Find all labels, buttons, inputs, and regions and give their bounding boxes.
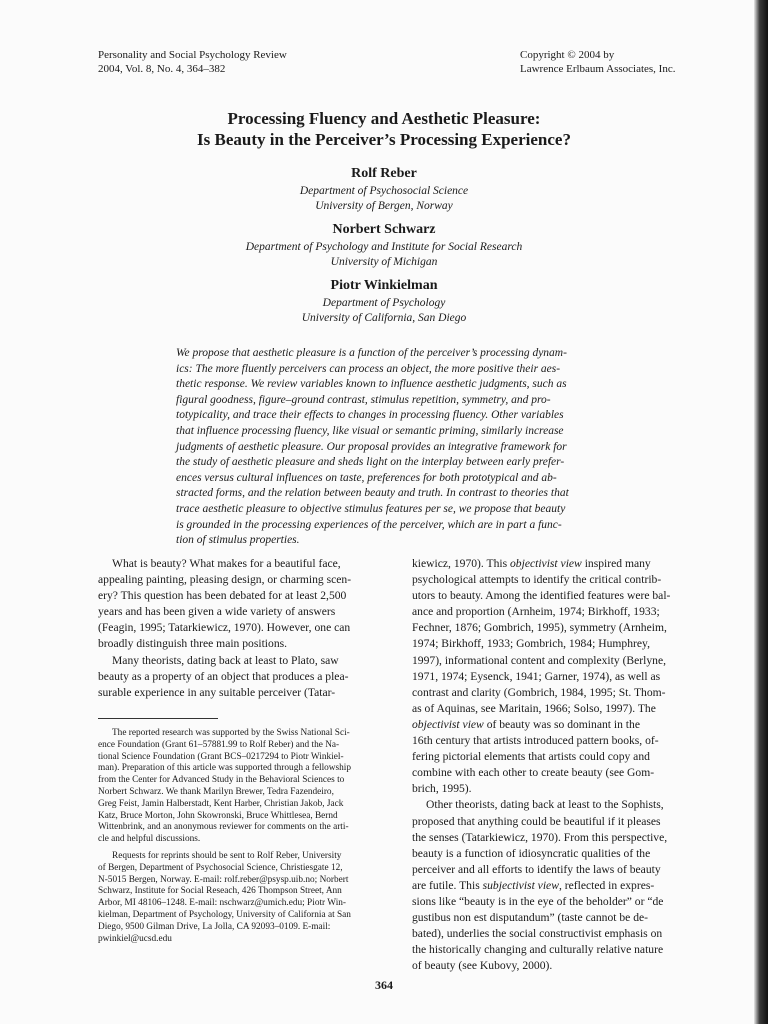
footnote-line: Wittenbrink, and an anonymous reviewer for comments on the arti-	[98, 822, 349, 833]
body-line: proposed that anything could be beautiful if it pleases	[412, 814, 661, 828]
abstract-line: trace aesthetic pleasure to objective stimulus features per se, we propose that beauty	[176, 502, 566, 515]
body-line: the senses (Tatarkiewicz, 1970). From this perspective,	[412, 830, 668, 844]
author-name: Rolf Reber	[351, 166, 417, 181]
footnote-line: man). Preparation of this article was supported through a fellowship	[98, 763, 352, 774]
body-line: Fechner, 1876; Gombrich, 1995), symmetry (Arnheim,	[412, 621, 667, 635]
body-line: Many theorists, dating back at least to Plato, saw	[112, 653, 339, 667]
author-institution: University of Michigan	[330, 256, 438, 268]
publisher-line: Lawrence Erlbaum Associates, Inc.	[520, 63, 676, 75]
footnote-line: Greg Feist, Jamin Halberstadt, Kent Harber, Christian Jakob, Jack	[98, 798, 344, 809]
abstract-line: stracted forms, and the relation between beauty and truth. In contrast to theories that	[176, 487, 569, 500]
footnote-line: Katz, Bruce Morton, John Skowronski, Bruce Whittlesea, Bernd	[98, 810, 338, 821]
footnote-line: from the Center for Advanced Study in the Behavioral Sciences to	[98, 775, 345, 786]
abstract-line: thetic response. We review variables known to influence aesthetic judgments, such as	[176, 378, 567, 391]
body-line: 1997), informational content and complexity (Berlyne,	[412, 653, 667, 667]
footnote-line: pwinkiel@ucsd.edu	[98, 933, 172, 944]
body-line: contrast and clarity (Gombrich, 1984, 1995; St. Thom-	[412, 685, 666, 699]
author-institution: University of California, San Diego	[301, 312, 467, 324]
journal-volume: 2004, Vol. 8, No. 4, 364–382	[98, 63, 226, 75]
footnote-reprints	[98, 851, 390, 945]
author-name: Piotr Winkielman	[330, 278, 438, 293]
body-line: 1974; Birkhoff, 1933; Gombrich, 1984; Humphrey,	[412, 637, 650, 651]
body-line: appealing painting, pleasing design, or charming scen-	[98, 573, 352, 587]
body-line: as of Aquinas, see Maritain, 1966; Solso, 1997). The	[412, 701, 656, 715]
body-line: of beauty (see Kubovy, 2000).	[412, 959, 553, 973]
body-line: objectivist view of beauty was so dominant in the	[412, 717, 640, 731]
body-line: utors to beauty. Among the identified features were bal-	[412, 589, 671, 603]
title-line-2: Is Beauty in the Perceiver’s Processing Experience?	[197, 130, 571, 149]
body-line: combine with each other to create beauty (see Gom-	[412, 766, 655, 780]
author-affiliation: Department of Psychosocial Science	[299, 185, 469, 197]
abstract-line: the study of aesthetic pleasure and sheds light on the interplay between early prefer-	[176, 456, 565, 469]
footnote-funding	[98, 728, 390, 846]
author-institution: University of Bergen, Norway	[315, 200, 453, 212]
body-line: ance and proportion (Arnheim, 1974; Birkhoff, 1933;	[412, 605, 660, 619]
footnote-line: Arbor, MI 48106–1248. E-mail: nschwarz@umich.edu; Piotr Win-	[98, 898, 347, 909]
body-line: gustibus non est disputandum” (taste cannot be de-	[412, 911, 649, 925]
abstract-line: is grounded in the processing experiences of the perceiver, which are in part a func-	[176, 518, 562, 531]
footnote-line: cle and helpful discussions.	[98, 834, 201, 845]
footnote-line: Diego, 9500 Gilman Drive, La Jolla, CA 92093–0109. E-mail:	[98, 921, 331, 932]
abstract-line: judgments of aesthetic pleasure. Our proposal provides an integrative framework for	[176, 440, 567, 453]
page-edge-shadow	[754, 0, 768, 1024]
copyright-line: Copyright © 2004 by	[520, 49, 615, 61]
body-line: 16th century that artists introduced pattern books, of-	[412, 734, 659, 748]
body-line: psychological attempts to identify the critical contrib-	[412, 573, 662, 587]
abstract-line: ences versus cultural influences on taste, preferences for both prototypical and ab-	[176, 471, 557, 484]
copyright-notice	[520, 48, 675, 76]
journal-name: Personality and Social Psychology Review	[98, 49, 287, 61]
abstract-line: ics: The more fluently perceivers can process an object, the more positive their aes-	[176, 362, 561, 375]
footnote-line: tional Science Foundation (Grant BCS–0217294 to Piotr Winkiel-	[98, 751, 344, 762]
body-line: Other theorists, dating back at least to the Sophists,	[426, 798, 664, 812]
footnote-line: The reported research was supported by the Swiss National Sci-	[112, 728, 350, 738]
body-line: years and has been given a wide variety of answers	[98, 605, 336, 619]
abstract-line: We propose that aesthetic pleasure is a function of the perceiver’s processing dynam-	[176, 347, 567, 359]
abstract-line: tion of stimulus properties.	[176, 534, 300, 547]
body-line: 1971, 1974; Eysenck, 1941; Garner, 1974), as well as	[412, 669, 661, 683]
footnote-line: Norbert Schwarz. We thank Marilyn Brewer, Tedra Fazendeiro,	[98, 786, 334, 797]
footnote-line: ence Foundation (Grant 61–57881.99 to Rolf Reber) and the Na-	[98, 739, 340, 750]
body-line: bated), underlies the social constructivist emphasis on	[412, 927, 663, 941]
footnote-line: Requests for reprints should be sent to Rolf Reber, University	[112, 851, 342, 861]
footnote-rule	[98, 718, 218, 719]
body-line: What is beauty? What makes for a beautiful face,	[112, 557, 341, 570]
body-line: brich, 1995).	[412, 782, 472, 796]
title-line-1: Processing Fluency and Aesthetic Pleasure:	[227, 109, 541, 128]
body-column-left	[98, 556, 390, 701]
journal-citation	[98, 48, 287, 76]
footnote-line: N-5015 Bergen, Norway. E-mail: rolf.reber@psysp.uib.no; Norbert	[98, 874, 349, 885]
footnote-line: Schwarz, Institute for Social Reseach, 426 Thompson Street, Ann	[98, 886, 342, 897]
footnote-line: of Bergen, Department of Psychosocial Science, Christiesgate 12,	[98, 862, 343, 873]
body-line: beauty is a function of idiosyncratic qualities of the	[412, 846, 651, 860]
abstract-line: totypicality, and trace their effects to changes in processing fluency. Other variables	[176, 409, 564, 422]
abstract	[176, 346, 598, 549]
abstract-line: figural goodness, figure–ground contrast, stimulus repetition, symmetry, and pro-	[176, 393, 551, 406]
body-line: ery? This question has been debated for at least 2,500	[98, 589, 347, 603]
author-name: Norbert Schwarz	[332, 222, 436, 237]
body-line: are futile. This subjectivist view, reflected in expres-	[412, 878, 655, 892]
page-number: 364	[375, 978, 393, 992]
paper-title	[0, 108, 768, 150]
body-line: the historically changing and culturally relative nature	[412, 943, 664, 957]
body-line: sions like “beauty is in the eye of the beholder” or “de	[412, 894, 664, 908]
body-line: broadly distinguish three main positions.	[98, 637, 288, 651]
abstract-line: that influence processing fluency, like visual or semantic priming, similarly increase	[176, 424, 564, 437]
body-line: beauty as a property of an object that produces a plea-	[98, 669, 349, 683]
body-line: kiewicz, 1970). This objectivist view inspired many	[412, 557, 651, 570]
author-affiliation: Department of Psychology and Institute for Social Research	[245, 241, 523, 253]
body-line: perceiver and all efforts to identify the laws of beauty	[412, 862, 661, 876]
body-column-right	[412, 556, 704, 974]
footnote-line: kielman, Department of Psychology, University of California at San	[98, 909, 351, 920]
body-line: surable experience in any suitable perceiver (Tatar-	[98, 685, 336, 699]
body-line: fering pictorial elements that artists could copy and	[412, 750, 650, 764]
body-line: (Feagin, 1995; Tatarkiewicz, 1970). However, one can	[98, 621, 351, 635]
author-affiliation: Department of Psychology	[322, 297, 446, 309]
